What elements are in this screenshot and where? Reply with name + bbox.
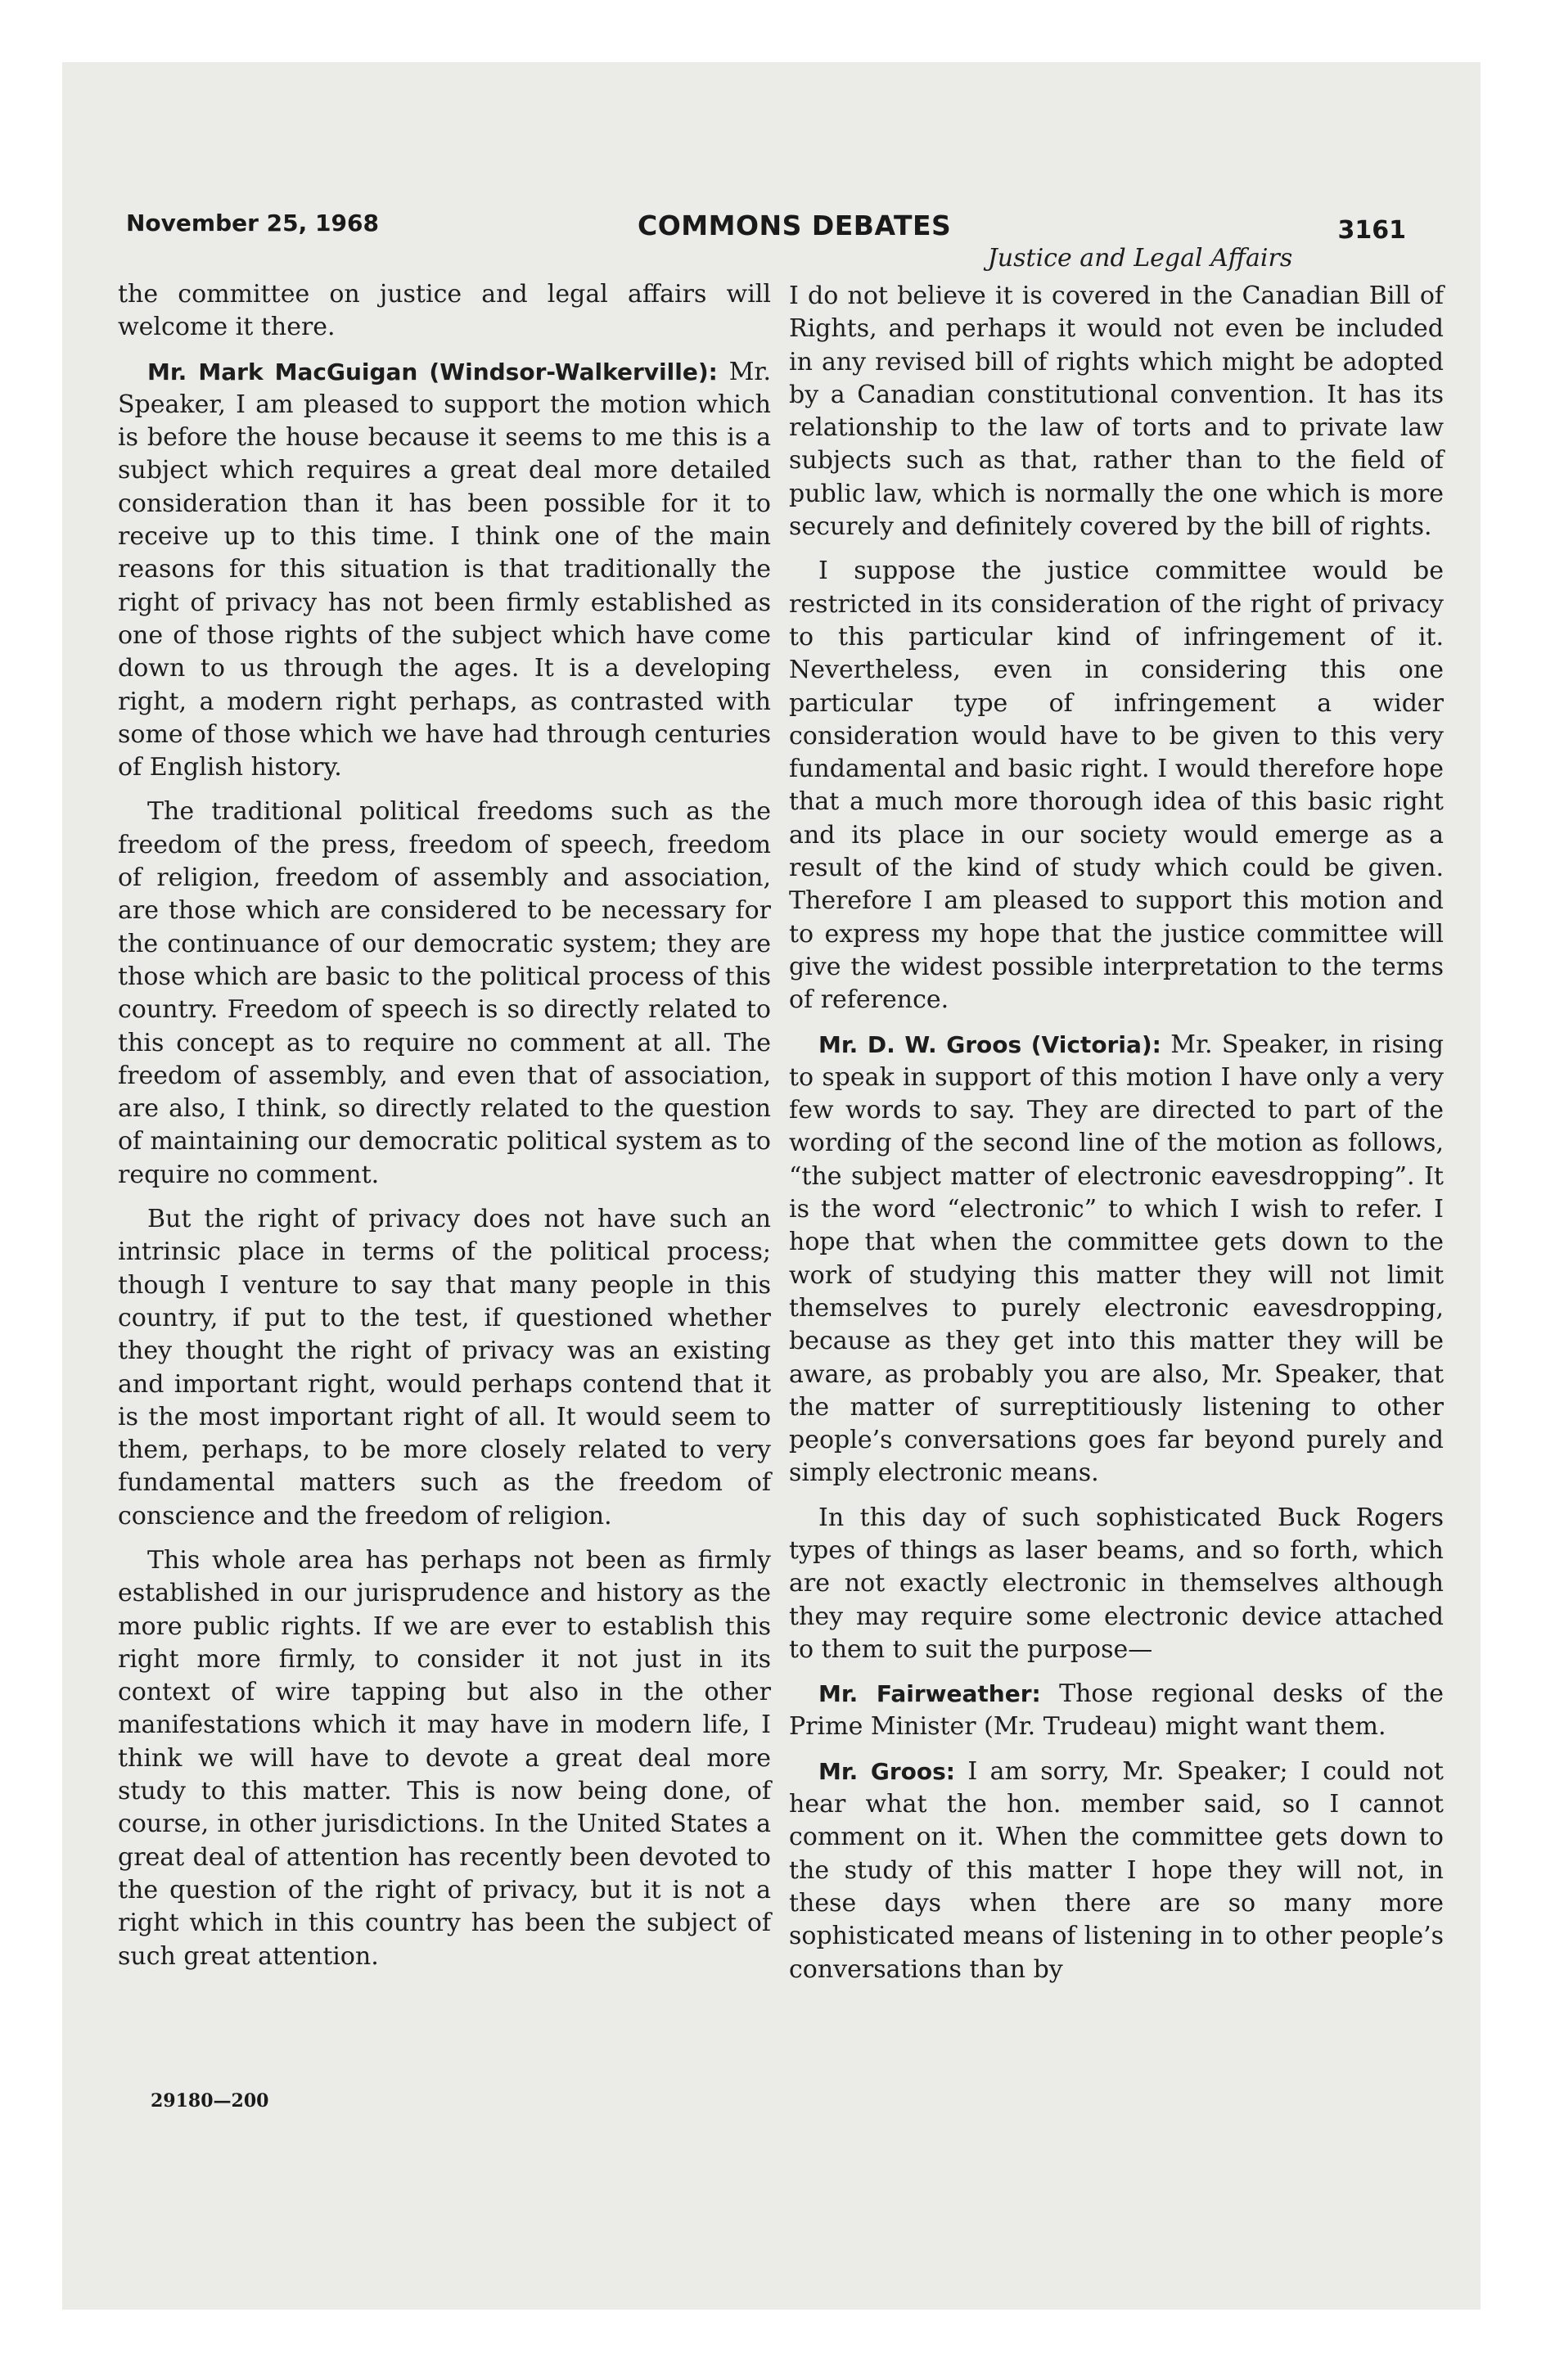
speaker-name: Mr. D. W. Groos (Victoria): xyxy=(818,1030,1161,1058)
speaker-name: Mr. Groos: xyxy=(818,1757,956,1785)
paragraph: I suppose the justice committee would be restricted in its consideration of the right of privacy to this particular kind of infringement of it. Nevertheless, even in considering this one particular type of infringement a wider consideration would have to be given to this very fundamental and basic right. I would therefore hope that a much more thorough idea of this basic right and its place in our society would emerge as a result of the kind of study which could be given. Therefore I am pleased to support this motion and to express my hope that the justice committee will give the widest possible interpretation to the terms of reference. xyxy=(789,557,1444,1015)
left-column xyxy=(118,278,771,1985)
hansard-page xyxy=(105,141,1447,2236)
header-page-number: 3161 xyxy=(1337,216,1406,245)
running-head: Justice and Legal Affairs xyxy=(987,244,1293,273)
paragraph: The traditional political freedoms such as the freedom of the press, freedom of speech, freedom of religion, freedom of assembly and association, are those which are considered to be necessary for the continuance of our democratic system; they are those which are basic to the political process of this country. Freedom of speech is so directly related to this concept as to require no comment at all. The freedom of assembly, and even that of association, are also, I think, so directly related to the question of maintaining our democratic political system as to require no comment. xyxy=(118,797,771,1189)
speech-paragraph xyxy=(789,1029,1444,1490)
paragraph: I do not believe it is covered in the Canadian Bill of Rights, and perhaps it would not even be included in any revised bill of rights which might be adopted by a Canadian constitutional convention. It has its relationship to the law of torts and to private law subjects such as that, rather than to the field of public law, which is normally the one which is more securely and definitely covered by the bill of rights. xyxy=(789,282,1444,542)
speech-text: Those regional desks of the Prime Minister (Mr. Trudeau) might want them. xyxy=(789,1679,1445,1742)
print-code: 29180—200 xyxy=(151,2090,269,2112)
paragraph: In this day of such sophisticated Buck Rogers types of things as laser beams, and so forth, which are not exactly electronic in themselves although they may require some electronic device attached to them to suit the purpose— xyxy=(789,1503,1444,1664)
speaker-name: Mr. Mark MacGuigan (Windsor-Walkerville): xyxy=(147,358,718,385)
speech-text: Mr. Speaker, in rising to speak in support of this motion I have only a very few words to say. They are directed to part of the wording of the second line of the motion as follows, “the subject matter of electronic eavesdropping”. It is the word “electronic” to which I wish to refer. I hope that when the committee gets down to the work of studying this matter they will not limit themselves to purely electronic eavesdropping, because as they get into this matter they will be aware, as probably you are also, Mr. Speaker, that the matter of surreptitiously listening to other people’s conversations goes far beyond purely and simply electronic means. xyxy=(789,1030,1444,1488)
header-publication-title: COMMONS DEBATES xyxy=(638,210,952,241)
speech-text: I am sorry, Mr. Speaker; I could not hear what the hon. member said, so I cannot comment on it. When the committee gets down to the study of this matter I hope they will not, in these days when there are so many more sophisticated means of listening in to other people’s conversations than by xyxy=(789,1756,1444,1984)
speech-paragraph xyxy=(789,1756,1444,1986)
speaker-name: Mr. Fairweather: xyxy=(818,1680,1041,1708)
right-column xyxy=(789,280,1444,1998)
paragraph: the committee on justice and legal affairs will welcome it there. xyxy=(118,280,771,342)
speech-text: Mr. Speaker, I am pleased to support the motion which is before the house because it seems to me this is a subject which requires a great deal more detailed consideration than it has been possible for it to receive up to this time. I think one of the main reasons for this situation is that traditionally the right of privacy has not been firmly established as one of those rights of the subject which have come down to us through the ages. It is a developing right, a modern right perhaps, as contrasted with some of those which we have had through centuries of English history. xyxy=(118,357,771,782)
header-date: November 25, 1968 xyxy=(126,210,379,237)
paragraph: This whole area has perhaps not been as firmly established in our jurisprudence and history as the more public rights. If we are ever to establish this right more firmly, to consider it not just in its context of wire tapping but also in the other manifestations which it may have in modern life, I think we will have to devote a great deal more study to this matter. This is now being done, of course, in other jurisdictions. In the United States a great deal of attention has recently been devoted to the question of the right of privacy, but it is not a right which in this country has been the subject of such great attention. xyxy=(118,1545,771,1971)
paragraph: But the right of privacy does not have such an intrinsic place in terms of the political process; though I venture to say that many people in this country, if put to the test, if questioned whether they thought the right of privacy was an existing and important right, would perhaps contend that it is the most important right of all. It would seem to them, perhaps, to be more closely related to very fundamental matters such as the freedom of conscience and the freedom of religion. xyxy=(118,1205,771,1530)
speech-paragraph xyxy=(118,356,771,785)
speech-paragraph xyxy=(789,1678,1444,1744)
